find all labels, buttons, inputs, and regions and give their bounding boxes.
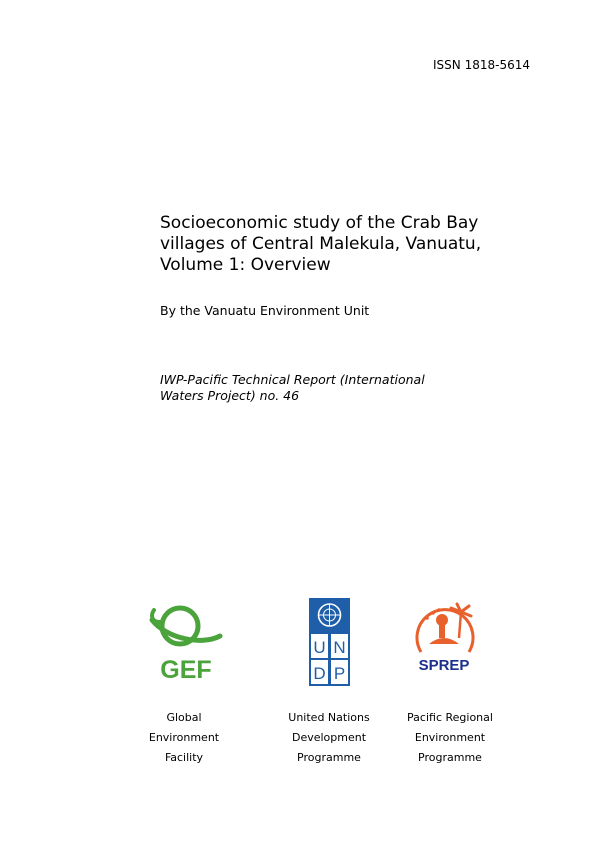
- undp-caption: [274, 708, 384, 768]
- sprep-logo: [407, 598, 481, 676]
- undp-emblem-icon: [309, 598, 350, 686]
- series-line: Waters Project) no. 46: [160, 388, 300, 403]
- sprep-caption: [395, 708, 505, 768]
- sprep-island-icon: [407, 598, 481, 676]
- caption-line: United Nations: [288, 711, 370, 724]
- caption-line: Environment: [414, 731, 486, 744]
- caption-line: Environment: [148, 731, 220, 744]
- report-author: By the Vanuatu Environment Unit: [160, 303, 370, 318]
- caption-line: Programme: [297, 751, 361, 764]
- sprep-logo-text: SPREP: [418, 657, 470, 674]
- caption-line: Facility: [164, 751, 204, 764]
- gef-caption: [129, 708, 239, 768]
- caption-line: Pacific Regional: [407, 711, 493, 724]
- caption-line: Global: [166, 711, 202, 724]
- caption-line: Programme: [418, 751, 482, 764]
- title-line: Volume 1: Overview: [160, 255, 331, 275]
- report-series: [160, 372, 480, 404]
- series-line: IWP-Pacific Technical Report (International: [160, 372, 425, 387]
- issn-number: ISSN 1818-5614: [433, 58, 530, 72]
- undp-letter: P: [333, 664, 346, 683]
- gef-logo-text: GEF: [160, 656, 212, 682]
- title-line: villages of Central Malekula, Vanuatu,: [160, 234, 482, 254]
- undp-logo: [309, 598, 350, 686]
- undp-letter: D: [313, 664, 326, 683]
- gef-logo: [146, 598, 226, 682]
- undp-letter: U: [313, 638, 326, 657]
- report-title: [160, 213, 520, 276]
- gef-globe-icon: [146, 598, 226, 682]
- undp-letter: N: [333, 638, 346, 657]
- caption-line: Development: [291, 731, 367, 744]
- title-line: Socioeconomic study of the Crab Bay: [160, 213, 479, 233]
